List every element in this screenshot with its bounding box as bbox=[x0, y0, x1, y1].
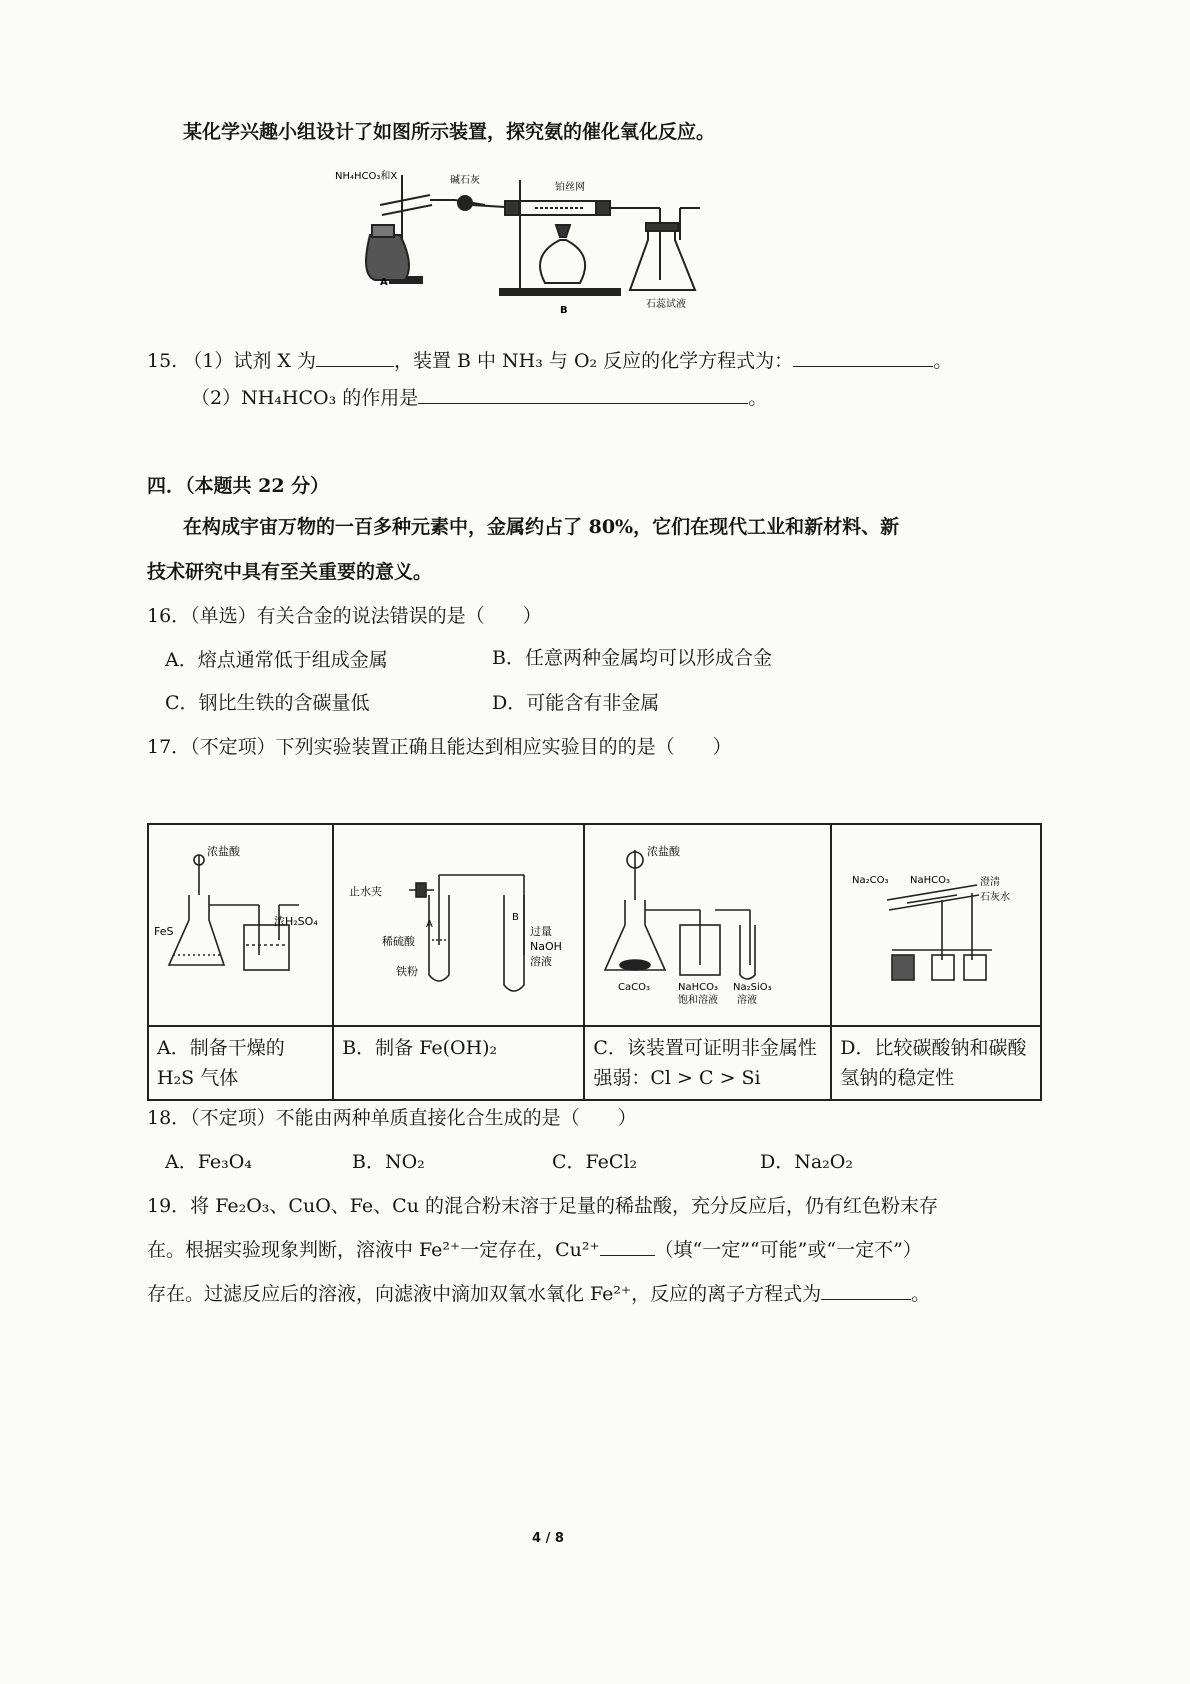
q17-stem: 17．（不定项）下列实验装置正确且能达到相应实验目的的是（ ） bbox=[147, 736, 732, 758]
q19-line3-text: 存在。过滤反应后的溶液，向滤液中滴加双氧水氧化 Fe²⁺，反应的离子方程式为 bbox=[147, 1283, 822, 1305]
q18-stem: 18．（不定项）不能由两种单质直接化合生成的是（ ） bbox=[147, 1107, 637, 1129]
q15-blank-equation[interactable] bbox=[793, 365, 933, 367]
q19-period: 。 bbox=[911, 1283, 931, 1305]
q15-blank-x[interactable] bbox=[316, 365, 394, 367]
fig-b-acid-label: 稀硫酸 bbox=[382, 935, 416, 948]
label-catalyst: 铂丝网 bbox=[555, 182, 585, 193]
fig-c-sio3-line1: Na₂SiO₃ bbox=[733, 982, 772, 993]
q15-blank-role[interactable] bbox=[418, 402, 748, 404]
fig-d-lime-line1: 澄清 bbox=[980, 877, 1001, 888]
fig-b-naoh-line2: NaOH bbox=[530, 940, 563, 953]
q18-option-a[interactable]: A．Fe₃O₄ bbox=[165, 1151, 252, 1173]
fig-a-acid-label: 浓盐酸 bbox=[207, 845, 240, 858]
fig-a-dry-label: 浓H₂SO₄ bbox=[274, 915, 318, 928]
label-reagent: NH₄HCO₃和X bbox=[335, 171, 398, 182]
fig-b-iron-label: 铁粉 bbox=[396, 965, 419, 978]
q19-line2-text: 在。根据实验现象判断，溶液中 Fe²⁺一定存在，Cu²⁺ bbox=[147, 1239, 600, 1261]
section4-intro-line1: 在构成宇宙万物的一百多种元素中，金属约占了 80%，它们在现代工业和新材料、新 bbox=[183, 516, 900, 538]
q19-line3 bbox=[147, 1279, 930, 1306]
q19-blank-cu[interactable] bbox=[600, 1254, 655, 1256]
fig-b-b-label: B bbox=[512, 912, 520, 923]
q15-number: 15. bbox=[147, 350, 178, 372]
q16-option-c[interactable]: C．钢比生铁的含碳量低 bbox=[165, 692, 370, 714]
page-number: 4 / 8 bbox=[532, 1531, 564, 1546]
q18-option-d[interactable]: D．Na₂O₂ bbox=[760, 1151, 853, 1173]
fig-c-sio3-line2: 溶液 bbox=[737, 995, 758, 1006]
q17-option-c[interactable]: C．该装置可证明非金属性强弱：Cl > C > Si bbox=[584, 1026, 831, 1100]
q15-part1-text-b: ，装置 B 中 NH₃ 与 O₂ 反应的化学方程式为： bbox=[393, 350, 794, 372]
fig-d-na2co3-label: Na₂CO₃ bbox=[852, 875, 889, 886]
q16-option-b[interactable]: B．任意两种金属均可以形成合金 bbox=[492, 647, 772, 669]
fig-c-nahco3-line2: 饱和溶液 bbox=[678, 995, 719, 1006]
fig-d-lime-line2: 石灰水 bbox=[980, 892, 1011, 903]
q17-figure-a bbox=[148, 824, 333, 1026]
q17-option-b[interactable]: B．制备 Fe(OH)₂ bbox=[333, 1026, 584, 1100]
section4-intro-line2: 技术研究中具有至关重要的意义。 bbox=[147, 561, 433, 583]
fig-b-naoh-line3: 溶液 bbox=[530, 955, 553, 968]
q15-part1-text: （1）试剂 X 为 bbox=[183, 350, 316, 372]
q15-line2 bbox=[191, 383, 767, 410]
q17-figure-b bbox=[333, 824, 584, 1026]
section4-title: 四．（本题共 22 分） bbox=[147, 475, 330, 497]
fig-c-acid-label: 浓盐酸 bbox=[647, 845, 681, 858]
q18-option-c[interactable]: C．FeCl₂ bbox=[552, 1151, 638, 1173]
fig-c-nahco3-line1: NaHCO₃ bbox=[678, 982, 719, 993]
q15-part2-text: （2）NH₄HCO₃ 的作用是 bbox=[191, 387, 419, 409]
q15-period: 。 bbox=[933, 350, 953, 372]
q16-option-d[interactable]: D．可能含有非金属 bbox=[492, 692, 660, 714]
q19-line2-hint: （填“一定”“可能”或“一定不”） bbox=[654, 1239, 922, 1261]
q18-option-b[interactable]: B．NO₂ bbox=[352, 1151, 425, 1173]
q15-line1 bbox=[147, 346, 952, 373]
q17-figure-d bbox=[831, 824, 1041, 1026]
q17-option-a[interactable]: A．制备干燥的 H₂S 气体 bbox=[148, 1026, 333, 1100]
fig-c-caco3-label: CaCO₃ bbox=[618, 982, 651, 993]
intro-text: 某化学兴趣小组设计了如图所示装置，探究氨的催化氧化反应。 bbox=[183, 121, 716, 143]
q19-line2 bbox=[147, 1235, 922, 1262]
q17-option-d[interactable]: D．比较碳酸钠和碳酸氢钠的稳定性 bbox=[831, 1026, 1041, 1100]
fig-d-nahco3-label: NaHCO₃ bbox=[910, 875, 951, 886]
q16-option-a[interactable]: A．熔点通常低于组成金属 bbox=[165, 649, 388, 671]
label-b: B bbox=[560, 305, 568, 316]
label-litmus: 石蕊试液 bbox=[646, 299, 686, 310]
fig-a-solid-label: FeS bbox=[154, 925, 174, 938]
fig-b-clamp-label: 止水夹 bbox=[349, 885, 383, 898]
fig-b-a-label: A bbox=[426, 919, 434, 930]
q19-blank-equation[interactable] bbox=[821, 1298, 911, 1300]
q16-stem: 16．（单选）有关合金的说法错误的是（ ） bbox=[147, 605, 542, 627]
q17-options-table bbox=[147, 823, 1042, 1101]
q17-figure-c bbox=[584, 824, 831, 1026]
label-a: A bbox=[380, 277, 388, 288]
q19-line1: 19．将 Fe₂O₃、CuO、Fe、Cu 的混合粉末溶于足量的稀盐酸，充分反应后，仍有红色粉末存 bbox=[147, 1195, 938, 1217]
fig-b-naoh-line1: 过量 bbox=[530, 925, 553, 938]
label-sodalime: 碱石灰 bbox=[450, 175, 480, 186]
q15-period-2: 。 bbox=[748, 387, 768, 409]
ammonia-oxidation-apparatus bbox=[330, 165, 730, 320]
